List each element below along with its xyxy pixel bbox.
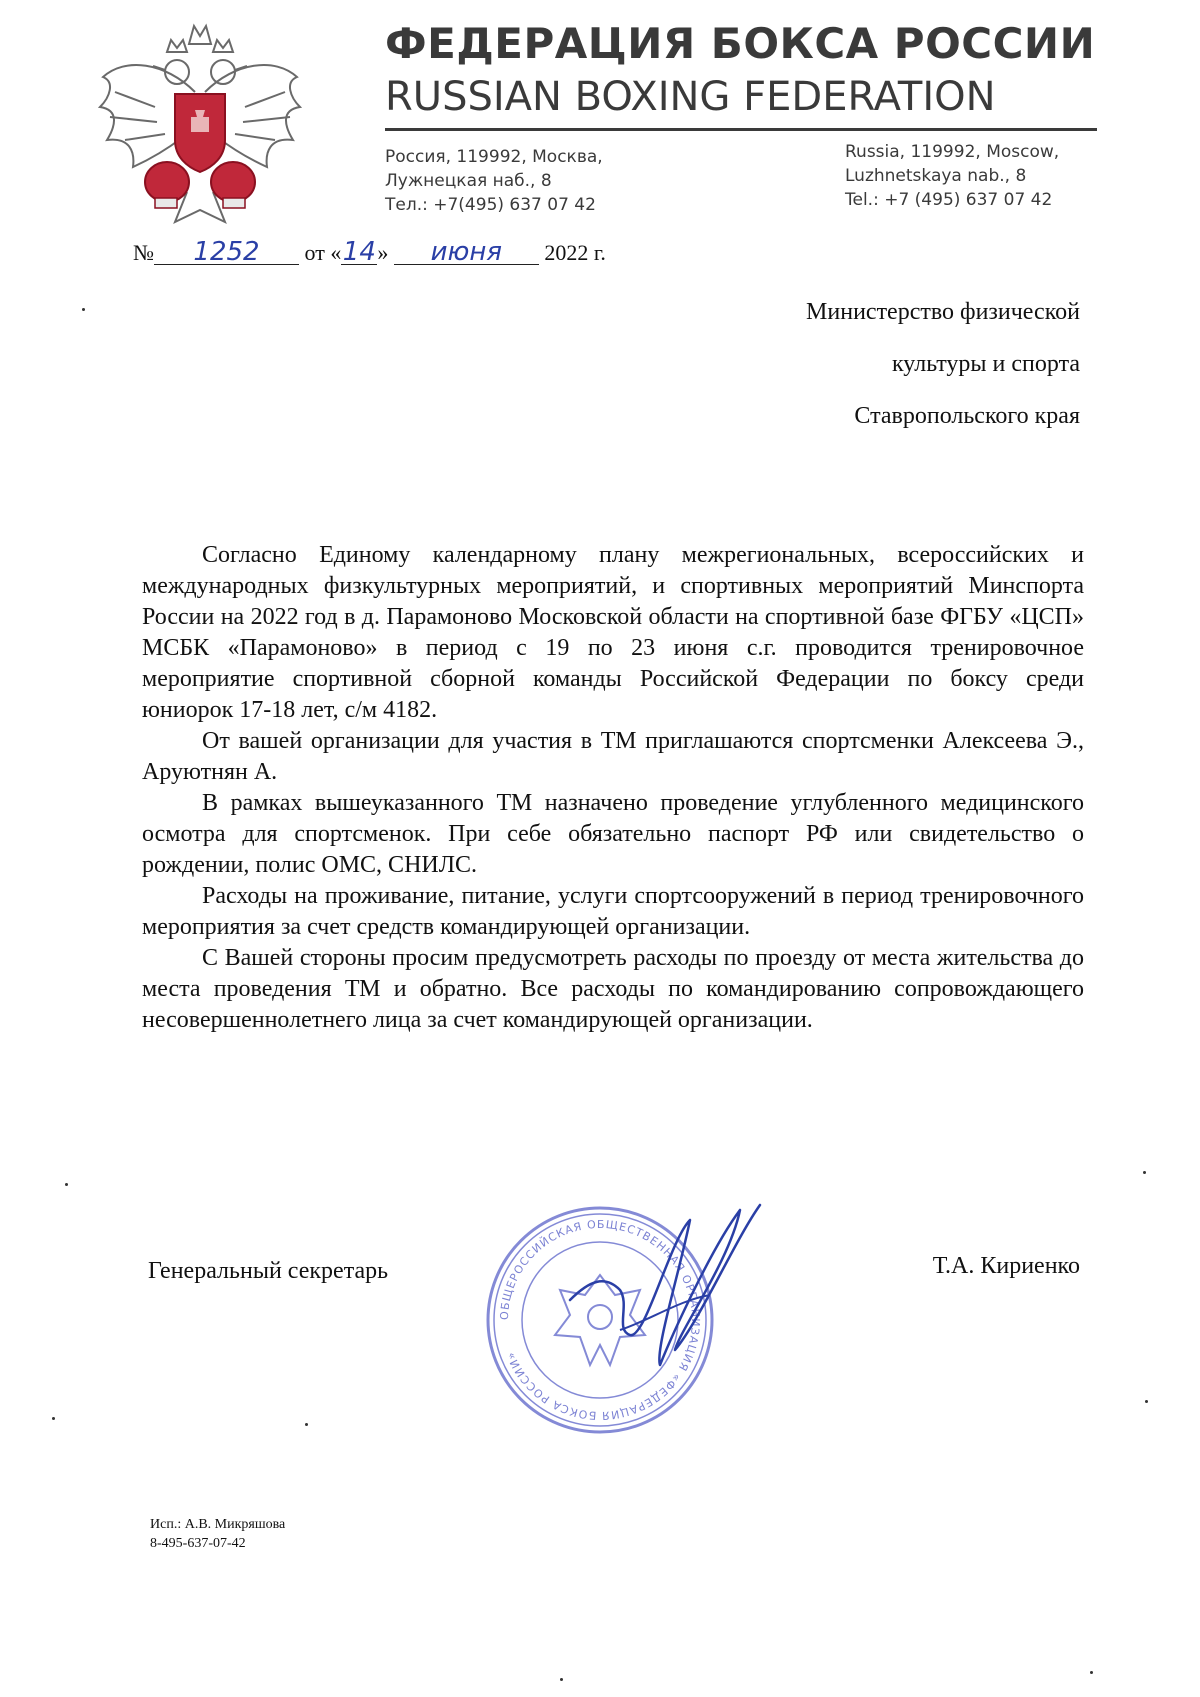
body-paragraph: Согласно Единому календарному плану межрегиональных, всероссийских и международных физкультурных мероприятий, и спортивных мероприятий Минспорта России на 2022 год в д. Парамоново Московской области на спортивной базе ФГБУ «ЦСП» МСБК «Парамоново» в период с 19 по 23 июня с.г. проводится тренировочное мероприятие спортивной сборной команды Российской Федерации по боксу среди юниорок 17-18 лет, с/м 4182. xyxy=(142,542,1084,723)
date-label: от xyxy=(304,240,325,265)
letterhead-divider xyxy=(385,128,1097,131)
scan-speck xyxy=(1145,1400,1148,1403)
scan-speck xyxy=(82,308,85,311)
address-en: Russia, 119992, Moscow, Luzhnetskaya nab., 8 Tel.: +7 (495) 637 07 42 xyxy=(845,142,1060,210)
quote-open: « xyxy=(330,240,342,265)
date-year: 2022 г. xyxy=(544,240,606,265)
scan-speck xyxy=(1143,1171,1146,1174)
recipient-block xyxy=(806,286,1080,442)
quote-close: » xyxy=(377,240,389,265)
scan-speck xyxy=(305,1423,308,1426)
recipient-line: Министерство физической xyxy=(806,299,1080,325)
executor-name: Исп.: А.В. Микряшова xyxy=(150,1517,286,1532)
signer-title: Генеральный секретарь xyxy=(148,1258,389,1284)
number-label: № xyxy=(133,240,154,265)
address-ru: Россия, 119992, Москва, Лужнецкая наб., 8 Тел.: +7(495) 637 07 42 xyxy=(385,147,603,215)
executor-info xyxy=(150,1515,285,1553)
registration-line xyxy=(133,237,606,267)
registration-number: 1252 xyxy=(154,240,299,265)
federation-name-ru: ФЕДЕРАЦИЯ БОКСА РОССИИ xyxy=(385,19,1096,68)
body-paragraph: В рамках вышеуказанного ТМ назначено проведение углубленного медицинского осмотра для спортсменок. При себе обязательно паспорт РФ или свидетельство о рождении, полис ОМС, СНИЛС. xyxy=(142,790,1084,878)
federation-name-en: RUSSIAN BOXING FEDERATION xyxy=(385,74,996,120)
letter-body xyxy=(142,540,1084,1036)
date-month: июня xyxy=(394,240,539,265)
scan-speck xyxy=(1090,1671,1093,1674)
signer-name: Т.А. Кириенко xyxy=(932,1253,1080,1279)
body-paragraph: От вашей организации для участия в ТМ приглашаются спортсменки Алексеева Э., Аруютнян А. xyxy=(142,728,1084,785)
scan-speck xyxy=(52,1417,55,1420)
handwritten-signature xyxy=(560,1180,770,1400)
letterhead-brand xyxy=(385,18,1105,122)
federation-emblem-icon xyxy=(95,22,305,227)
body-paragraph: Расходы на проживание, питание, услуги спортсооружений в период тренировочного мероприятия за счет средств командирующей организации. xyxy=(142,883,1084,940)
scan-speck xyxy=(560,1678,563,1681)
recipient-line: Ставропольского края xyxy=(854,403,1080,429)
scan-speck xyxy=(65,1183,68,1186)
date-day: 14 xyxy=(342,237,376,267)
body-paragraph: С Вашей стороны просим предусмотреть расходы по проезду от места жительства до места проведения ТМ и обратно. Все расходы по командированию сопровождающего несовершеннолетнего лица за счет командирующей организации. xyxy=(142,945,1084,1033)
executor-phone: 8-495-637-07-42 xyxy=(150,1536,246,1551)
recipient-line: культуры и спорта xyxy=(891,351,1080,377)
seal-text: ОБЩЕРОССИЙСКАЯ ОБЩЕСТВЕННАЯ ОРГАНИЗАЦИЯ «ФЕДЕРАЦИЯ БОКСА РОССИИ» xyxy=(497,1217,703,1423)
